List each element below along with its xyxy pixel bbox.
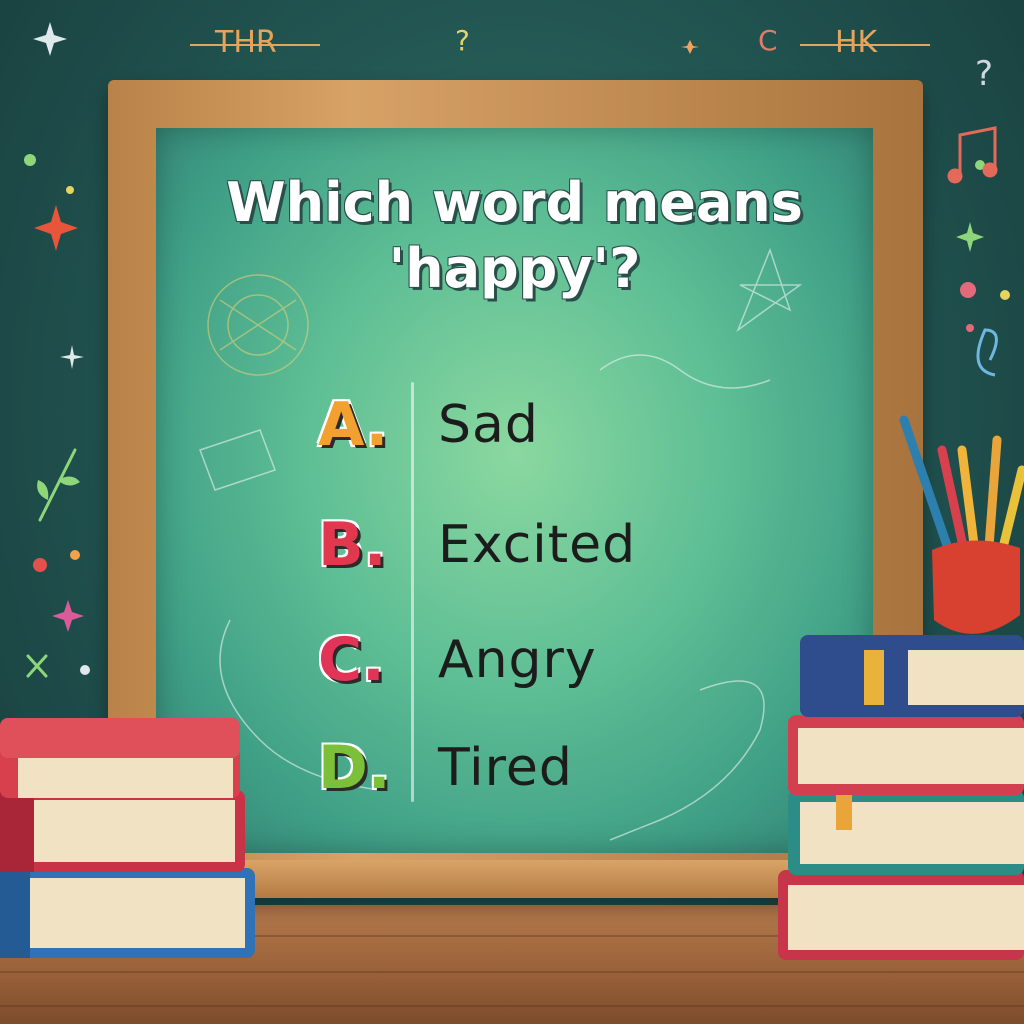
answer-option-c[interactable] <box>318 620 597 700</box>
book-icon <box>0 718 240 798</box>
book-icon <box>0 868 255 958</box>
option-text-d: Tired <box>438 738 573 798</box>
question-mark-doodle: ? <box>455 24 470 57</box>
book-icon <box>778 870 1024 960</box>
answer-option-d[interactable] <box>318 728 573 808</box>
book-icon <box>788 790 1024 875</box>
option-letter-d: D. <box>318 733 391 803</box>
option-text-c: Angry <box>438 630 597 690</box>
option-letter-b: B. <box>318 510 387 580</box>
option-letter-c: C. <box>318 625 385 695</box>
option-text-b: Excited <box>438 515 637 575</box>
pencil-cup <box>904 410 1024 650</box>
book-icon <box>0 790 245 872</box>
wall-scribble-left: THR <box>215 25 277 60</box>
answer-option-a[interactable] <box>318 385 539 465</box>
answer-option-b[interactable] <box>318 505 636 585</box>
option-letter-a: A. <box>318 390 389 460</box>
option-text-a: Sad <box>438 395 539 455</box>
cup-icon <box>932 540 1020 633</box>
book-stack-left <box>0 718 270 968</box>
book-icon <box>788 715 1024 795</box>
quiz-question: Which word means 'happy'? <box>226 171 803 300</box>
pencil-icon <box>904 420 1022 560</box>
letter-c-doodle: C <box>758 24 778 57</box>
question-mark-doodle-right: ? <box>975 54 994 94</box>
book-stack-right <box>778 630 1024 970</box>
wall-scribble-right: HK <box>835 25 878 60</box>
